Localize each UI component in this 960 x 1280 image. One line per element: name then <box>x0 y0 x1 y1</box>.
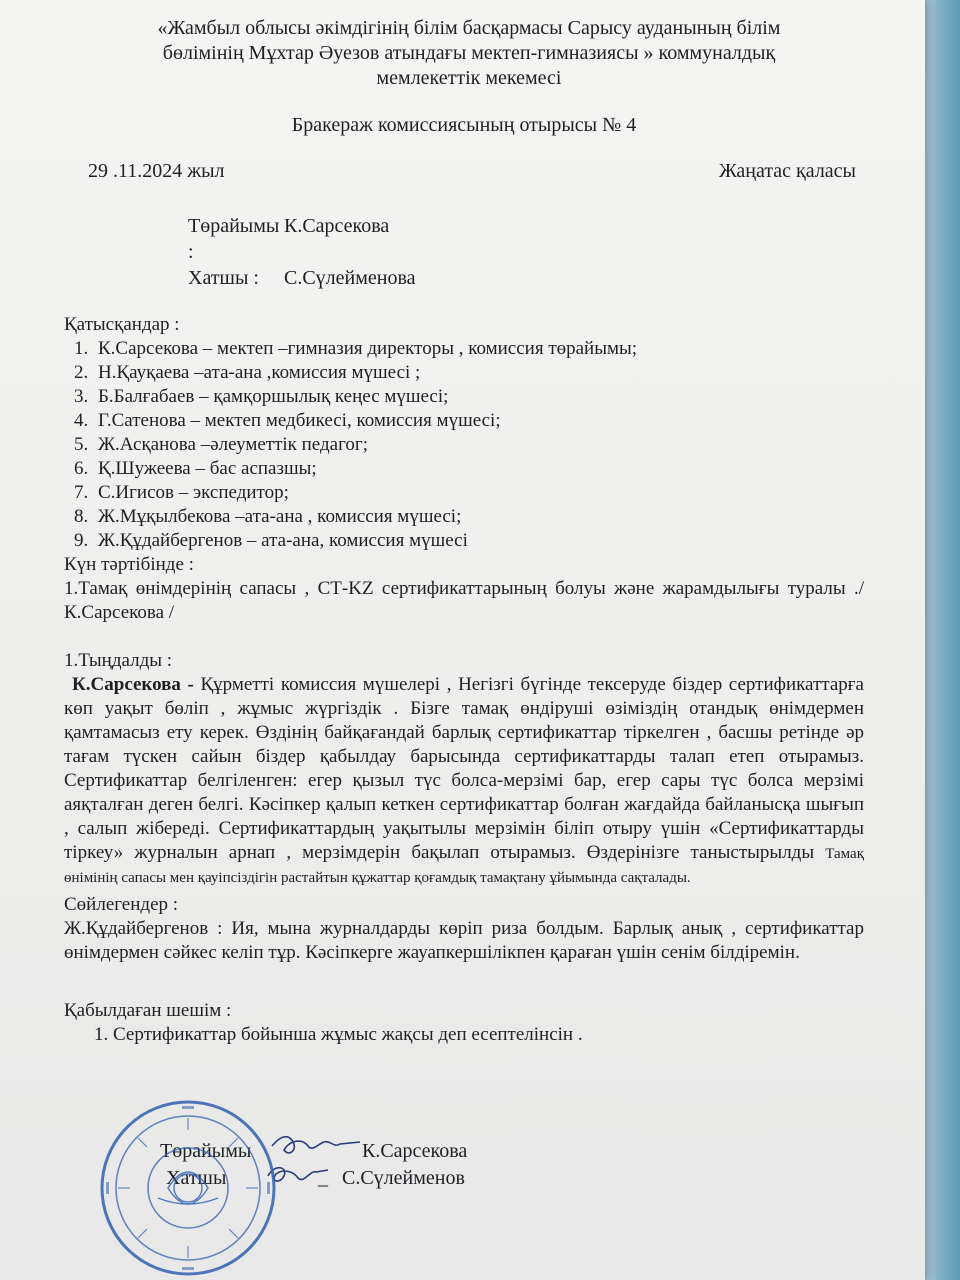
meeting-title: Бракераж комиссиясының отырысы № 4 <box>291 114 637 136</box>
list-item: 7. С.Игисов – экспедитор; <box>74 482 289 503</box>
list-item: 5. Ж.Асқанова –әлеуметтік педагог; <box>74 434 368 455</box>
secretary-name: С.Сүлейменова <box>284 267 416 289</box>
speakers-label: Сөйлегендер : <box>64 894 179 915</box>
list-item: 3. Б.Балғабаев – қамқоршылық кеңес мүшесі; <box>74 386 449 407</box>
chair-name: К.Сарсекова <box>284 215 390 237</box>
header-line-3: мемлекеттік мекемесі <box>376 67 562 89</box>
secretary-sign-name: С.Сүлейменов <box>342 1167 465 1189</box>
attendees-label: Қатысқандар : <box>64 314 180 335</box>
speech-text: Құрметті комиссия мүшелері , Негізгі бүгінде тексеруде біздер сертификаттарға көп уақыт бөліп , жұмыс жүргіздік . Бізге тамақ өндіруші өзіміздің отандық өнімдермен қамтамасыз ету керек. Өздінің байқағандай барлық сертификаттар тіркелген , басшы ретінде әр тағам түскен сайын біздер қабылдау барысында сертификаттарды талап етеп отырамыз. Сертификаттар белгіленген: егер қызыл түс болса-мерзімі бар, егер сары түс болса мерзімі аяқталған деген белгі. Кәсіпкер қалып кеткен сертификаттар болған жағдайда байланысқа шығып , салып жібереді. Сертификаттардың уақытылы мерзімін біліп отыру үшін «Сертификаттарды тіркеу» журналын арнап , мерзімдерін бақылап отырамыз. Өздерінізге таныстырылды <box>64 674 864 863</box>
agenda-item: 1.Тамақ өнімдерінің сапасы , СТ-KZ сертификаттарының болуы және жарамдылығы туралы ./ К.Сарсекова / <box>64 578 864 623</box>
header-line-1: «Жамбыл облысы әкімдігінің білім басқармасы Сарысу ауданының білім <box>157 17 781 39</box>
list-item: 8. Ж.Мұқылбекова –ата-ана , комиссия мүшесі; <box>74 506 462 527</box>
list-item: 2. Н.Қауқаева –ата-ана ,комиссия мүшесі ; <box>74 362 421 383</box>
chair-label: Төрайымы : <box>188 215 280 263</box>
organization-header <box>74 16 864 91</box>
decision-item: 1. Сертификаттар бойынша жұмыс жақсы деп есептелінсін . <box>94 1024 583 1045</box>
speech-paragraph <box>64 673 864 889</box>
meeting-date: 29 .11.2024 жыл <box>88 160 225 182</box>
attendees-list <box>64 337 864 553</box>
secretary-sign-label: Хатшы <box>166 1167 227 1189</box>
secretary-label: Хатшы : <box>188 267 259 289</box>
chair-row <box>188 213 864 265</box>
list-item: 6. Қ.Шужеева – бас аспазшы; <box>74 458 317 479</box>
list-item: 9. Ж.Құдайбергенов – ата-ана, комиссия мүшесі <box>74 530 468 551</box>
list-item: 1. К.Сарсекова – мектеп –гимназия директоры , комиссия төрайымы; <box>74 338 638 359</box>
speech-speaker: К.Сарсекова - <box>72 674 194 695</box>
date-row <box>64 159 864 183</box>
official-stamp <box>98 1098 278 1278</box>
list-item: 4. Г.Сатенова – мектеп медбикесі, комиссия мүшесі; <box>74 410 501 431</box>
agenda-label: Күн тәртібінде : <box>64 554 194 575</box>
officers <box>188 213 864 291</box>
heard-label: 1.Тыңдалды : <box>64 650 173 671</box>
secretary-sign-dash: _ <box>318 1167 328 1189</box>
chair-sign-name: К.Сарсекова <box>362 1140 468 1162</box>
header-line-2: бөлімінің Мұхтар Әуезов атындағы мектеп-гимназиясы » коммуналдық <box>162 42 776 64</box>
secretary-row <box>188 265 864 291</box>
speaker2-paragraph: Ж.Құдайбергенов : Ия, мына журналдарды көріп риза болдым. Барлық анық , сертификаттар өнімдермен сәйкес келіп тұр. Кәсіпкерге жауапкершілікпен қараған үшін сенім білдіремін. <box>64 918 864 963</box>
document-content <box>64 16 864 1047</box>
speech-small-text: Тамақ өнімінің сапасы мен қауіпсіздігін растайтын құжаттар қоғамдық тамақтану ұйымында сақталады. <box>64 846 865 886</box>
meeting-city: Жаңатас қаласы <box>718 160 856 182</box>
decision-label: Қабылдаған шешім : <box>64 1000 232 1021</box>
chair-sign-label: Төрайымы <box>160 1140 252 1162</box>
